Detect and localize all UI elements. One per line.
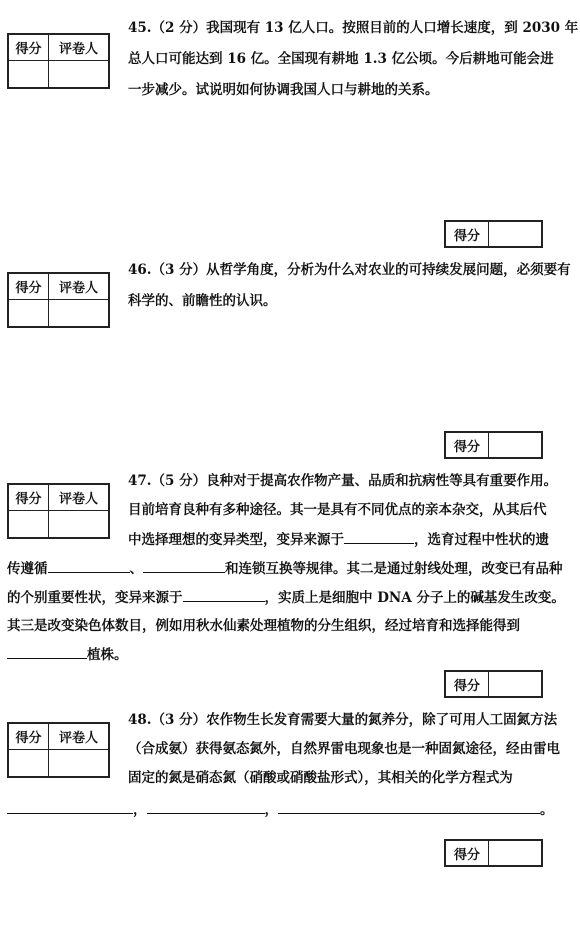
answer-blank-4[interactable] — [183, 586, 265, 602]
q47-line-5: 的个别重要性状，变异来源于 ，实质上是细胞中 DNA 分子上的碱基发生改变。 — [7, 586, 565, 609]
reviewer-header: 评卷人 — [49, 35, 108, 61]
q47-line-1: 47.（5 分）良种对于提高农作物产量、品质和抗病性等具有重要作用。 — [128, 473, 558, 489]
answer-blank-3[interactable] — [143, 557, 225, 573]
score-input[interactable] — [489, 222, 541, 246]
score-label: 得分 — [446, 841, 489, 865]
q45-line-3: 一步减少。试说明如何协调我国人口与耕地的关系。 — [128, 82, 439, 98]
score-label: 得分 — [446, 672, 489, 696]
score-label: 得分 — [446, 433, 489, 457]
q45-line-1: 45.（2 分）我国现有 13 亿人口。按照目前的人口增长速度，到 2030 年 — [128, 20, 579, 36]
reviewer-cell[interactable] — [49, 750, 108, 776]
score-header: 得分 — [9, 485, 49, 511]
equation-blank-1[interactable] — [7, 798, 133, 814]
q47-line-2: 目前培育良种有多种途径。其一是具有不同优点的亲本杂交，从其后代 — [128, 502, 547, 518]
score-cell[interactable] — [9, 61, 49, 87]
equation-blank-2[interactable] — [147, 798, 265, 814]
reviewer-header: 评卷人 — [49, 485, 108, 511]
q47-line-3: 中选择理想的变异类型，变异来源于 ，选育过程中性状的遗 — [128, 528, 549, 551]
q48-line-2: （合成氨）获得氨态氮外，自然界雷电现象也是一种固氮途径，经由雷电 — [128, 741, 560, 757]
score-cell[interactable] — [9, 750, 49, 776]
reviewer-cell[interactable] — [49, 61, 108, 87]
score-header: 得分 — [9, 35, 49, 61]
q45-line-2: 总人口可能达到 16 亿。全国现有耕地 1.3 亿公顷。今后耕地可能会进 — [128, 51, 554, 67]
q47-line-7: 植株。 — [7, 643, 128, 666]
score-cell[interactable] — [9, 300, 49, 326]
score-input[interactable] — [489, 672, 541, 696]
equation-blank-3[interactable] — [278, 798, 540, 814]
grader-table-q45 — [7, 33, 110, 89]
score-label: 得分 — [446, 222, 489, 246]
score-cell[interactable] — [9, 511, 49, 537]
score-box-q47 — [444, 670, 543, 698]
reviewer-header: 评卷人 — [49, 274, 108, 300]
reviewer-cell[interactable] — [49, 511, 108, 537]
score-box-q45 — [444, 220, 543, 248]
reviewer-cell[interactable] — [49, 300, 108, 326]
score-header: 得分 — [9, 274, 49, 300]
answer-blank-2[interactable] — [48, 557, 130, 573]
q47-line-4: 传遵循 、 和连锁互换等规律。其二是通过射线处理，改变已有品种 — [7, 557, 563, 580]
q48-line-3: 固定的氮是硝态氮（硝酸或硝酸盐形式），其相关的化学方程式为 — [128, 770, 513, 786]
score-box-q46 — [444, 431, 543, 459]
q46-line-1: 46.（3 分）从哲学角度，分析为什么对农业的可持续发展问题，必须要有 — [128, 262, 571, 278]
score-input[interactable] — [489, 841, 541, 865]
score-header: 得分 — [9, 724, 49, 750]
grader-table-q46 — [7, 272, 110, 328]
grader-table-q48 — [7, 722, 110, 778]
score-input[interactable] — [489, 433, 541, 457]
q48-line-1: 48.（3 分）农作物生长发育需要大量的氮养分，除了可用人工固氮方法 — [128, 712, 558, 728]
answer-blank-5[interactable] — [7, 643, 87, 659]
score-box-q48 — [444, 839, 543, 867]
answer-blank-1[interactable] — [344, 528, 414, 544]
q46-line-2: 科学的、前瞻性的认识。 — [128, 293, 277, 309]
q47-line-6: 其三是改变染色体数目，例如用秋水仙素处理植物的分生组织，经过培育和选择能得到 — [7, 618, 520, 634]
reviewer-header: 评卷人 — [49, 724, 108, 750]
grader-table-q47 — [7, 483, 110, 539]
q48-line-4: ， ， 。 — [7, 798, 554, 821]
